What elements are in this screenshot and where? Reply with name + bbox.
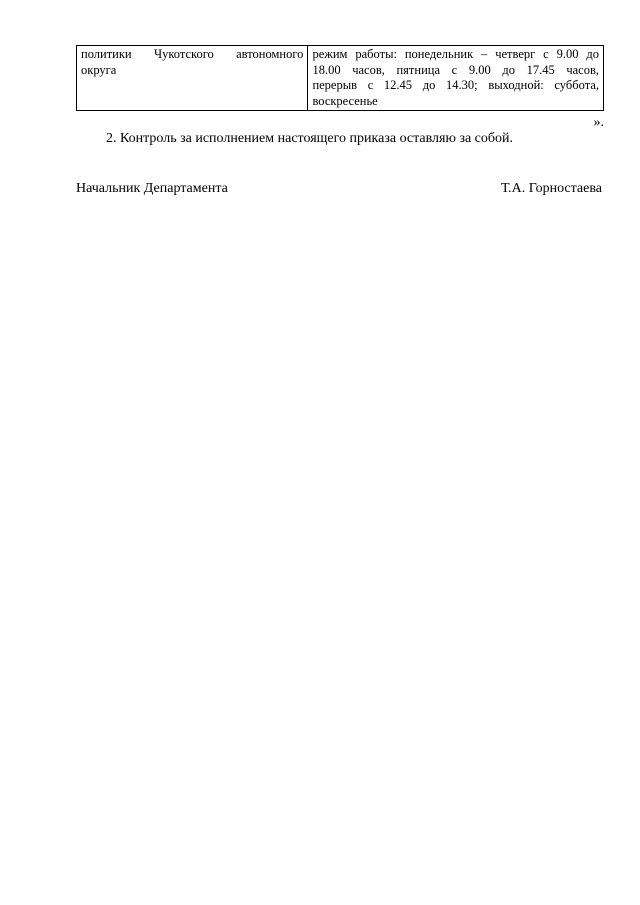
closing-quote: ».: [593, 115, 604, 130]
table-row: [77, 46, 604, 111]
schedule-line-3: перерыв с 12.45 до 14.30; выходной: суббота,: [312, 78, 599, 92]
schedule-cell: [308, 46, 604, 111]
schedule-line-4: воскресенье: [312, 93, 378, 108]
schedule-line-2: 18.00 часов, пятница с 9.00 до 17.45 часов,: [312, 62, 599, 77]
department-line-1: [81, 47, 303, 63]
department-word: политики: [81, 47, 132, 61]
department-cell: [77, 46, 308, 111]
department-line-2: округа: [81, 62, 117, 77]
department-word: автономного: [236, 47, 304, 61]
signer-position: Начальник Департамента: [76, 181, 228, 196]
schedule-table: [76, 45, 604, 111]
paragraph-2: 2. Контроль за исполнением настоящего приказа оставляю за собой.: [106, 131, 514, 146]
schedule-line-1: режим работы: понедельник – четверг с 9.00 до: [312, 47, 599, 61]
department-word: Чукотского: [153, 47, 214, 61]
signer-name: Т.А. Горностаева: [500, 181, 602, 196]
